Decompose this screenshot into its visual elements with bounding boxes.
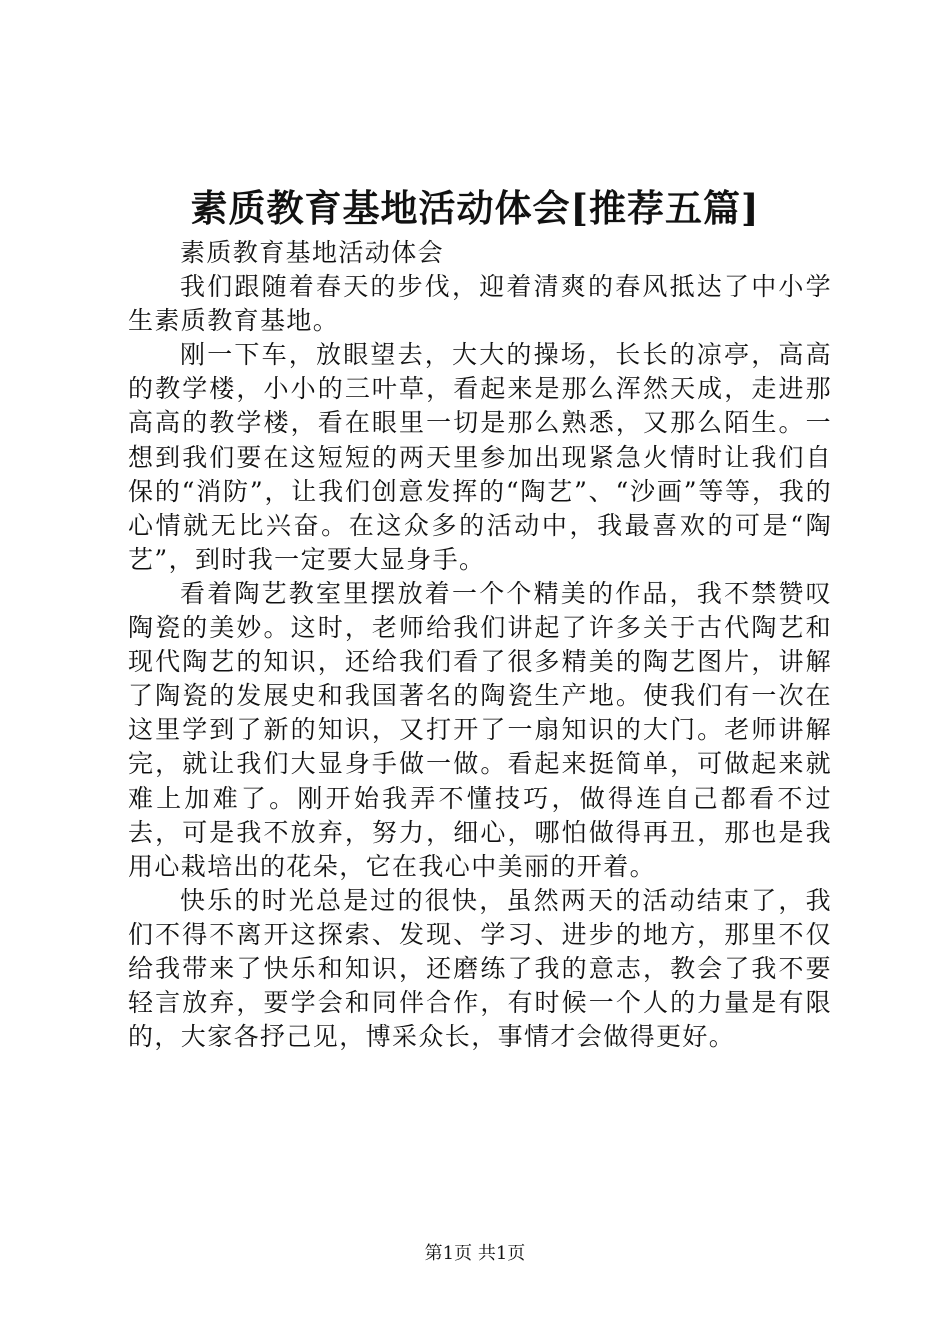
page-number-footer: 第1页 共1页 (424, 1243, 526, 1264)
document-title: 素质教育基地活动体会[推荐五篇] (190, 186, 760, 230)
document-body (128, 236, 832, 1054)
paragraph: 刚一下车，放眼望去，大大的操场，长长的凉亭，高高的教学楼，小小的三叶草，看起来是那么浑然天成，走进那高高的教学楼，看在眼里一切是那么熟悉，又那么陌生。一想到我们要在这短短的两天里参加出现紧急火情时让我们自保的“消防”，让我们创意发挥的“陶艺”、“沙画”等等，我的心情就无比兴奋。在这众多的活动中，我最喜欢的可是“陶艺”，到时我一定要大显身手。 (128, 340, 832, 574)
paragraph: 看着陶艺教室里摆放着一个个精美的作品，我不禁赞叹陶瓷的美妙。这时，老师给我们讲起了许多关于古代陶艺和现代陶艺的知识，还给我们看了很多精美的陶艺图片，讲解了陶瓷的发展史和我国著名的陶瓷生产地。使我们有一次在这里学到了新的知识，又打开了一扇知识的大门。老师讲解完，就让我们大显身手做一做。看起来挺简单，可做起来就难上加难了。刚开始我弄不懂技巧，做得连自己都看不过去，可是我不放弃，努力，细心，哪怕做得再丑，那也是我用心栽培出的花朵，它在我心中美丽的开着。 (128, 578, 832, 881)
paragraph-subtitle: 素质教育基地活动体会 (180, 238, 445, 267)
paragraph: 我们跟随着春天的步伐，迎着清爽的春风抵达了中小学生素质教育基地。 (128, 272, 832, 336)
paragraph: 快乐的时光总是过的很快，虽然两天的活动结束了，我们不得不离开这探索、发现、学习、进步的地方，那里不仅给我带来了快乐和知识，还磨练了我的意志，教会了我不要轻言放弃，要学会和同伴合作，有时候一个人的力量是有限的，大家各抒己见，博采众长，事情才会做得更好。 (128, 885, 832, 1052)
